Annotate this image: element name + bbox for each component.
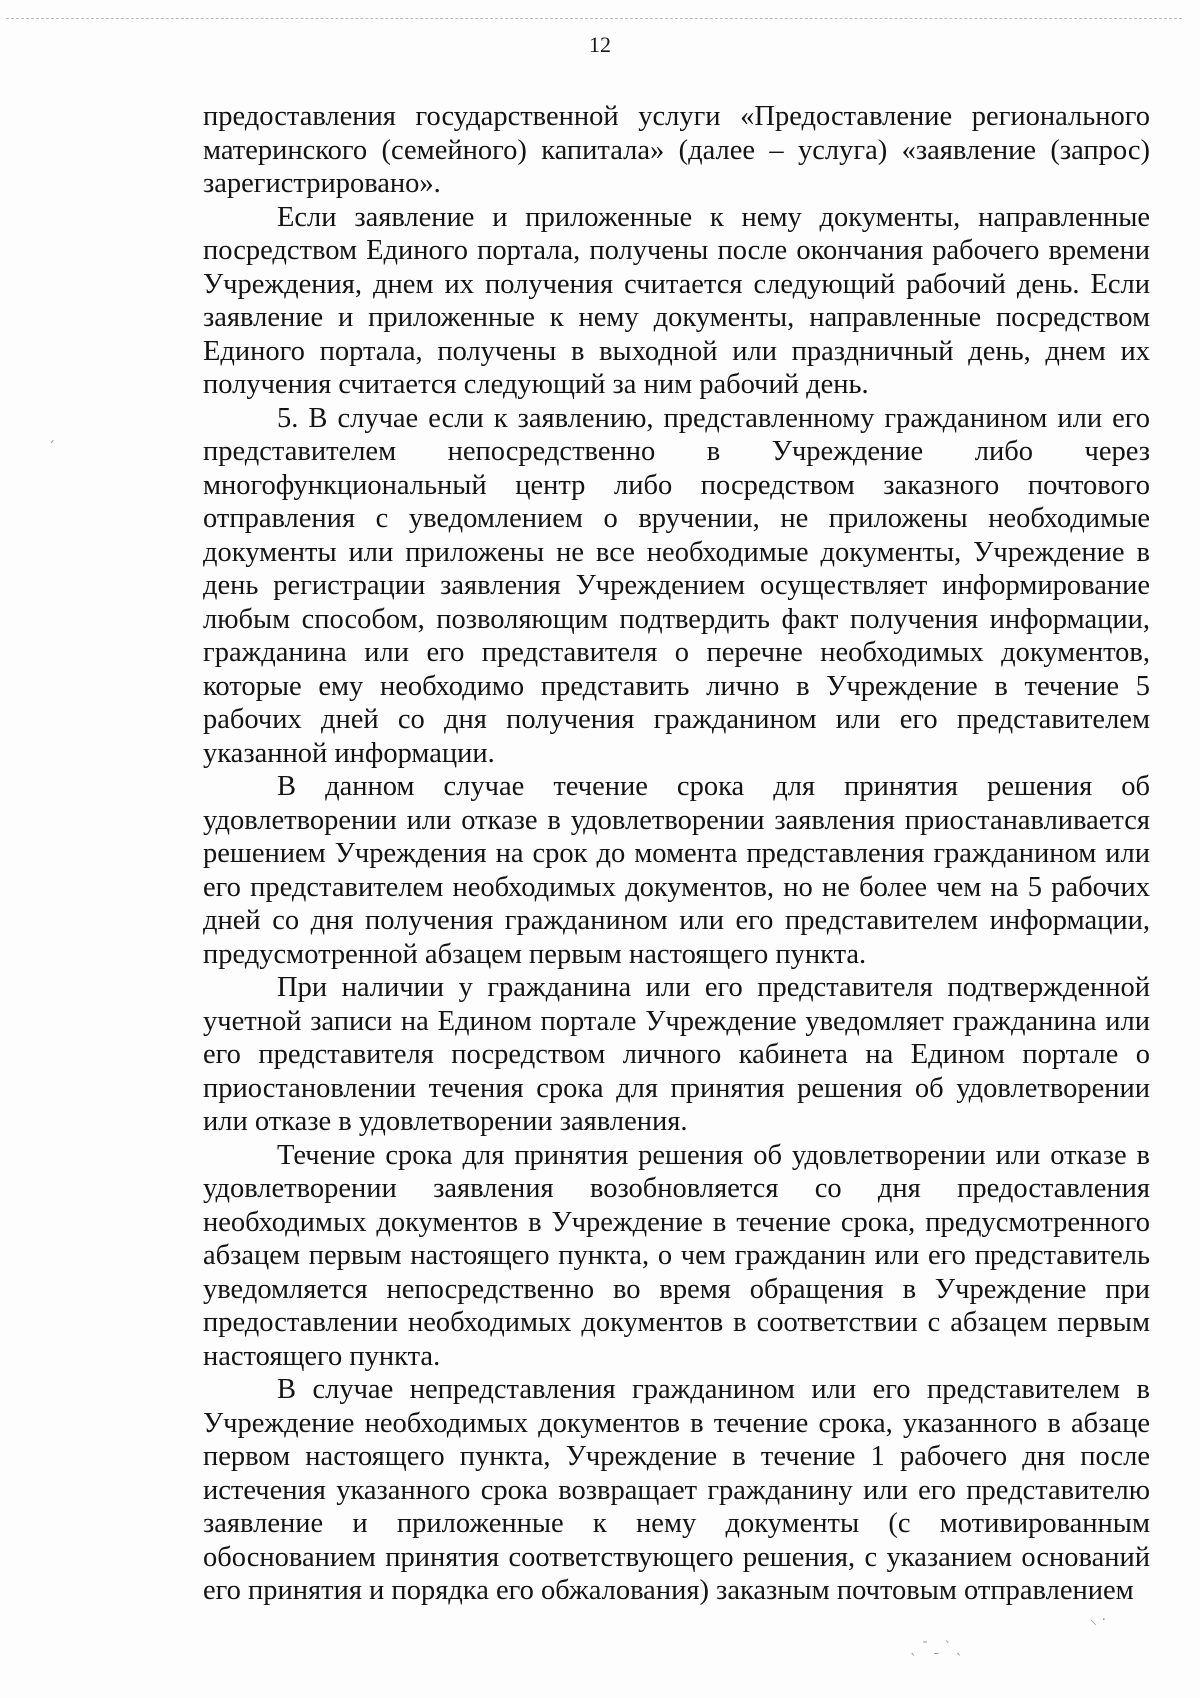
paragraph-continuation: предоставления государственной услуги «Предоставление регионального материнского (семейного) капитала» (далее – услуга) «заявление (запрос) зарегистрировано».: [203, 101, 1150, 199]
paragraph: В случае непредставления гражданином или его представителем в Учреждение необходимых документов в течение срока, указанного в абзаце первом настоящего пункта, Учреждение в течение 1 рабочего дня после истечения указанного срока возвращает гражданину или его представителю заявление и приложенные к нему документы (с мотивированным обоснованием принятия соответствующего решения, с указанием оснований его принятия и порядка его обжалования) заказным почтовым отправлением: [203, 1374, 1150, 1606]
paragraph: Течение срока для принятия решения об удовлетворении или отказе в удовлетворении заявления возобновляется со дня предоставления необходимых документов в Учреждение в течение срока, предусмотренного абзацем первым настоящего пункта, о чем гражданин или его представитель уведомляется непосредственно во время обращения в Учреждение при предоставлении необходимых документов в соответствии с абзацем первым настоящего пункта.: [203, 1139, 1150, 1372]
document-body: [203, 100, 1150, 1608]
scan-mark: ⸜ ·: [1090, 1612, 1106, 1628]
paragraph-item-5: 5. В случае если к заявлению, представленному гражданином или его представителем непосредственно в Учреждение либо через многофункциональный центр либо посредством заказного почтового отправления с уведомлением о вручении, не приложены необходимые документы или приложены не все необходимые документы, Учреждение в день регистрации заявления Учреждением осуществляет информирование любым способом, позволяющим подтвердить факт получения информации, гражданина или его представителя о перечне необходимых документов, которые ему необходимо представить лично в Учреждение в течение 5 рабочих дней со дня получения гражданином или его представителем указанной информации.: [203, 402, 1150, 769]
paragraph: При наличии у гражданина или его представителя подтвержденной учетной записи на Едином портале Учреждение уведомляет гражданина или его представителя посредством личного кабинета на Едином портале о приостановлении течения срока для принятия решения об удовлетворении или отказе в удовлетворении заявления.: [203, 972, 1150, 1137]
scan-mark: ´: [48, 440, 55, 456]
scan-mark: ˎ ˉ ˍ ˋ ˎ: [910, 1640, 963, 1656]
paragraph: Если заявление и приложенные к нему документы, направленные посредством Единого портала, получены после окончания рабочего времени Учреждения, днем их получения считается следующий рабочий день. Если заявление и приложенные к нему документы, направленные посредством Единого портала, получены в выходной или праздничный день, днем их получения считается следующий за ним рабочий день.: [203, 201, 1150, 400]
paragraph: В данном случае течение срока для принятия решения об удовлетворении или отказе в удовлетворении заявления приостанавливается решением Учреждения на срок до момента представления гражданином или его представителем необходимых документов, но не более чем на 5 рабочих дней со дня получения гражданином или его представителем информации, предусмотренной абзацем первым настоящего пункта.: [203, 771, 1150, 970]
page-number: 12: [589, 32, 611, 57]
scan-edge-line: [6, 18, 1182, 19]
